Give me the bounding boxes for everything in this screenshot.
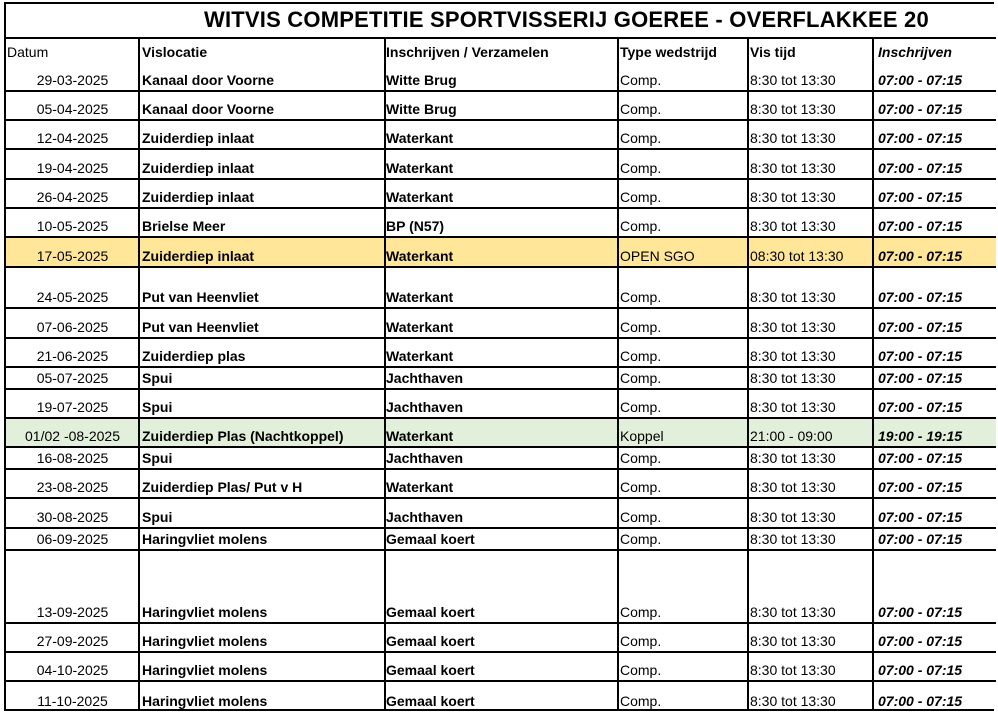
row-fish-time: 8:30 tot 13:30 (750, 130, 836, 146)
table-row (6, 121, 996, 150)
row-location: Haringvliet molens (142, 604, 268, 620)
row-type: Comp. (620, 160, 662, 176)
row-location: Put van Heenvliet (142, 319, 259, 335)
row-type: Comp. (620, 289, 662, 305)
row-registration-time: 07:00 - 07:15 (878, 370, 963, 386)
row-registration-time: 07:00 - 07:15 (878, 662, 963, 678)
row-type: Comp. (620, 450, 662, 466)
header-registration-time: Inschrijven (878, 44, 952, 60)
row-fish-time: 21:00 - 09:00 (750, 428, 833, 444)
row-registration-time: 07:00 - 07:15 (878, 399, 963, 415)
header-time: Vis tijd (750, 44, 796, 60)
row-date: 23-08-2025 (36, 479, 109, 495)
row-registration-place: BP (N57) (386, 218, 445, 234)
row-date: 19-04-2025 (36, 160, 109, 176)
row-registration-time: 07:00 - 07:15 (878, 248, 963, 264)
row-fish-time: 8:30 tot 13:30 (750, 531, 836, 547)
header-location: Vislocatie (142, 44, 208, 60)
row-registration-time: 07:00 - 07:15 (878, 160, 963, 176)
row-date: 01/02 -08-2025 (25, 428, 120, 444)
row-fish-time: 8:30 tot 13:30 (750, 450, 836, 466)
row-registration-time: 07:00 - 07:15 (878, 289, 963, 305)
row-date: 06-09-2025 (36, 531, 109, 547)
row-registration-time: 07:00 - 07:15 (878, 218, 963, 234)
table-row (6, 339, 996, 368)
col-divider (617, 39, 619, 711)
row-registration-time: 07:00 - 07:15 (878, 101, 963, 117)
row-location: Kanaal door Voorne (142, 72, 274, 88)
table-row (6, 368, 996, 390)
row-date: 04-10-2025 (36, 662, 109, 678)
header-registration-place: Inschrijven / Verzamelen (386, 44, 549, 60)
sheet-title (6, 4, 996, 39)
row-registration-time: 07:00 - 07:15 (878, 319, 963, 335)
row-date: 29-03-2025 (36, 72, 109, 88)
col-divider (384, 39, 386, 711)
row-type: Comp. (620, 218, 662, 234)
table-row (6, 653, 996, 682)
row-registration-time: 07:00 - 07:15 (878, 693, 963, 709)
row-date: 27-09-2025 (36, 633, 109, 649)
row-type: Comp. (620, 370, 662, 386)
row-registration-place: Waterkant (386, 130, 454, 146)
row-type: Comp. (620, 319, 662, 335)
row-type: Comp. (620, 693, 662, 709)
row-registration-place: Gemaal koert (386, 531, 475, 547)
row-registration-place: Gemaal koert (386, 633, 475, 649)
row-type: Comp. (620, 101, 662, 117)
row-registration-place: Jachthaven (386, 370, 464, 386)
row-fish-time: 8:30 tot 13:30 (750, 662, 836, 678)
col-divider (872, 39, 874, 711)
row-location: Haringvliet molens (142, 633, 268, 649)
header-type: Type wedstrijd (620, 44, 717, 60)
row-date: 07-06-2025 (36, 319, 109, 335)
row-registration-place: Waterkant (386, 428, 454, 444)
table-row (6, 390, 996, 419)
table-row (6, 209, 996, 238)
row-date: 10-05-2025 (36, 218, 109, 234)
row-type: Comp. (620, 348, 662, 364)
row-fish-time: 8:30 tot 13:30 (750, 693, 836, 709)
row-fish-time: 8:30 tot 13:30 (750, 509, 836, 525)
row-fish-time: 8:30 tot 13:30 (750, 160, 836, 176)
row-location: Haringvliet molens (142, 693, 268, 709)
row-type: Comp. (620, 662, 662, 678)
row-registration-place: Waterkant (386, 319, 454, 335)
row-registration-time: 07:00 - 07:15 (878, 130, 963, 146)
row-registration-time: 07:00 - 07:15 (878, 189, 963, 205)
row-registration-time: 19:00 - 19:15 (878, 428, 963, 444)
row-location: Zuiderdiep inlaat (142, 248, 255, 264)
row-registration-place: Waterkant (386, 348, 454, 364)
row-location: Zuiderdiep inlaat (142, 160, 255, 176)
row-location: Zuiderdiep Plas/ Put v H (142, 479, 303, 495)
row-fish-time: 8:30 tot 13:30 (750, 218, 836, 234)
row-location: Zuiderdiep inlaat (142, 130, 255, 146)
row-fish-time: 8:30 tot 13:30 (750, 101, 836, 117)
table-row (6, 682, 996, 711)
row-date: 26-04-2025 (36, 189, 109, 205)
row-location: Spui (142, 450, 173, 466)
table-row (6, 238, 996, 268)
col-divider (138, 39, 140, 711)
table-row (6, 180, 996, 209)
row-registration-time: 07:00 - 07:15 (878, 72, 963, 88)
row-type: Comp. (620, 604, 662, 620)
row-fish-time: 8:30 tot 13:30 (750, 348, 836, 364)
row-date: 05-04-2025 (36, 101, 109, 117)
row-registration-place: Witte Brug (386, 101, 457, 117)
row-date: 05-07-2025 (36, 370, 109, 386)
row-type: Koppel (620, 428, 664, 444)
row-fish-time: 8:30 tot 13:30 (750, 319, 836, 335)
header-date: Datum (7, 44, 49, 60)
row-registration-place: Gemaal koert (386, 604, 475, 620)
row-registration-place: Witte Brug (386, 72, 457, 88)
row-fish-time: 8:30 tot 13:30 (750, 399, 836, 415)
row-registration-place: Gemaal koert (386, 693, 475, 709)
row-fish-time: 8:30 tot 13:30 (750, 289, 836, 305)
row-fish-time: 8:30 tot 13:30 (750, 189, 836, 205)
row-type: Comp. (620, 479, 662, 495)
col-divider (747, 39, 749, 711)
row-registration-time: 07:00 - 07:15 (878, 531, 963, 547)
sheet-title-text: WITVIS COMPETITIE SPORTVISSERIJ GOEREE - OVERFLAKKEE 20 (204, 7, 929, 32)
row-fish-time: 8:30 tot 13:30 (750, 370, 836, 386)
row-location: Spui (142, 509, 173, 525)
row-location: Kanaal door Voorne (142, 101, 274, 117)
table-row (6, 268, 996, 309)
row-location: Zuiderdiep inlaat (142, 189, 255, 205)
table-row (6, 529, 996, 551)
row-registration-time: 07:00 - 07:15 (878, 479, 963, 495)
table-row (6, 92, 996, 121)
row-registration-place: Waterkant (386, 248, 454, 264)
row-location: Zuiderdiep Plas (Nachtkoppel) (142, 428, 344, 444)
row-location: Haringvliet molens (142, 662, 268, 678)
row-location: Haringvliet molens (142, 531, 268, 547)
row-date: 24-05-2025 (36, 289, 109, 305)
table-row (6, 448, 996, 470)
row-type: Comp. (620, 189, 662, 205)
row-registration-place: Jachthaven (386, 450, 464, 466)
row-date: 21-06-2025 (36, 348, 109, 364)
row-type: Comp. (620, 509, 662, 525)
row-date: 11-10-2025 (37, 693, 108, 709)
row-registration-place: Waterkant (386, 160, 454, 176)
table-row (6, 150, 996, 180)
row-type: Comp. (620, 633, 662, 649)
row-date: 17-05-2025 (36, 248, 109, 264)
row-registration-place: Jachthaven (386, 509, 464, 525)
row-location: Brielse Meer (142, 218, 226, 234)
schedule-sheet (4, 2, 994, 711)
row-type: Comp. (620, 399, 662, 415)
row-registration-place: Jachthaven (386, 399, 464, 415)
row-fish-time: 8:30 tot 13:30 (750, 479, 836, 495)
table-row (6, 419, 996, 448)
row-location: Zuiderdiep plas (142, 348, 246, 364)
row-registration-time: 07:00 - 07:15 (878, 633, 963, 649)
row-date: 13-09-2025 (36, 604, 109, 620)
row-date: 30-08-2025 (36, 509, 109, 525)
table-row (6, 66, 996, 92)
row-fish-time: 8:30 tot 13:30 (750, 72, 836, 88)
row-registration-time: 07:00 - 07:15 (878, 509, 963, 525)
table-row (6, 551, 996, 624)
row-type: Comp. (620, 531, 662, 547)
row-registration-time: 07:00 - 07:15 (878, 604, 963, 620)
row-registration-place: Waterkant (386, 479, 454, 495)
row-fish-time: 8:30 tot 13:30 (750, 604, 836, 620)
row-registration-place: Waterkant (386, 289, 454, 305)
table-row (6, 309, 996, 339)
row-location: Put van Heenvliet (142, 289, 259, 305)
row-type: Comp. (620, 130, 662, 146)
row-registration-time: 07:00 - 07:15 (878, 450, 963, 466)
row-registration-time: 07:00 - 07:15 (878, 348, 963, 364)
row-registration-place: Waterkant (386, 189, 454, 205)
row-registration-place: Gemaal koert (386, 662, 475, 678)
row-date: 12-04-2025 (36, 130, 109, 146)
table-row (6, 470, 996, 499)
table-row (6, 624, 996, 653)
row-location: Spui (142, 399, 173, 415)
row-fish-time: 8:30 tot 13:30 (750, 633, 836, 649)
table-row (6, 499, 996, 529)
row-type: Comp. (620, 72, 662, 88)
row-type: OPEN SGO (620, 248, 695, 264)
row-date: 19-07-2025 (36, 399, 109, 415)
row-location: Spui (142, 370, 173, 386)
row-date: 16-08-2025 (36, 450, 109, 466)
row-fish-time: 08:30 tot 13:30 (750, 248, 844, 264)
